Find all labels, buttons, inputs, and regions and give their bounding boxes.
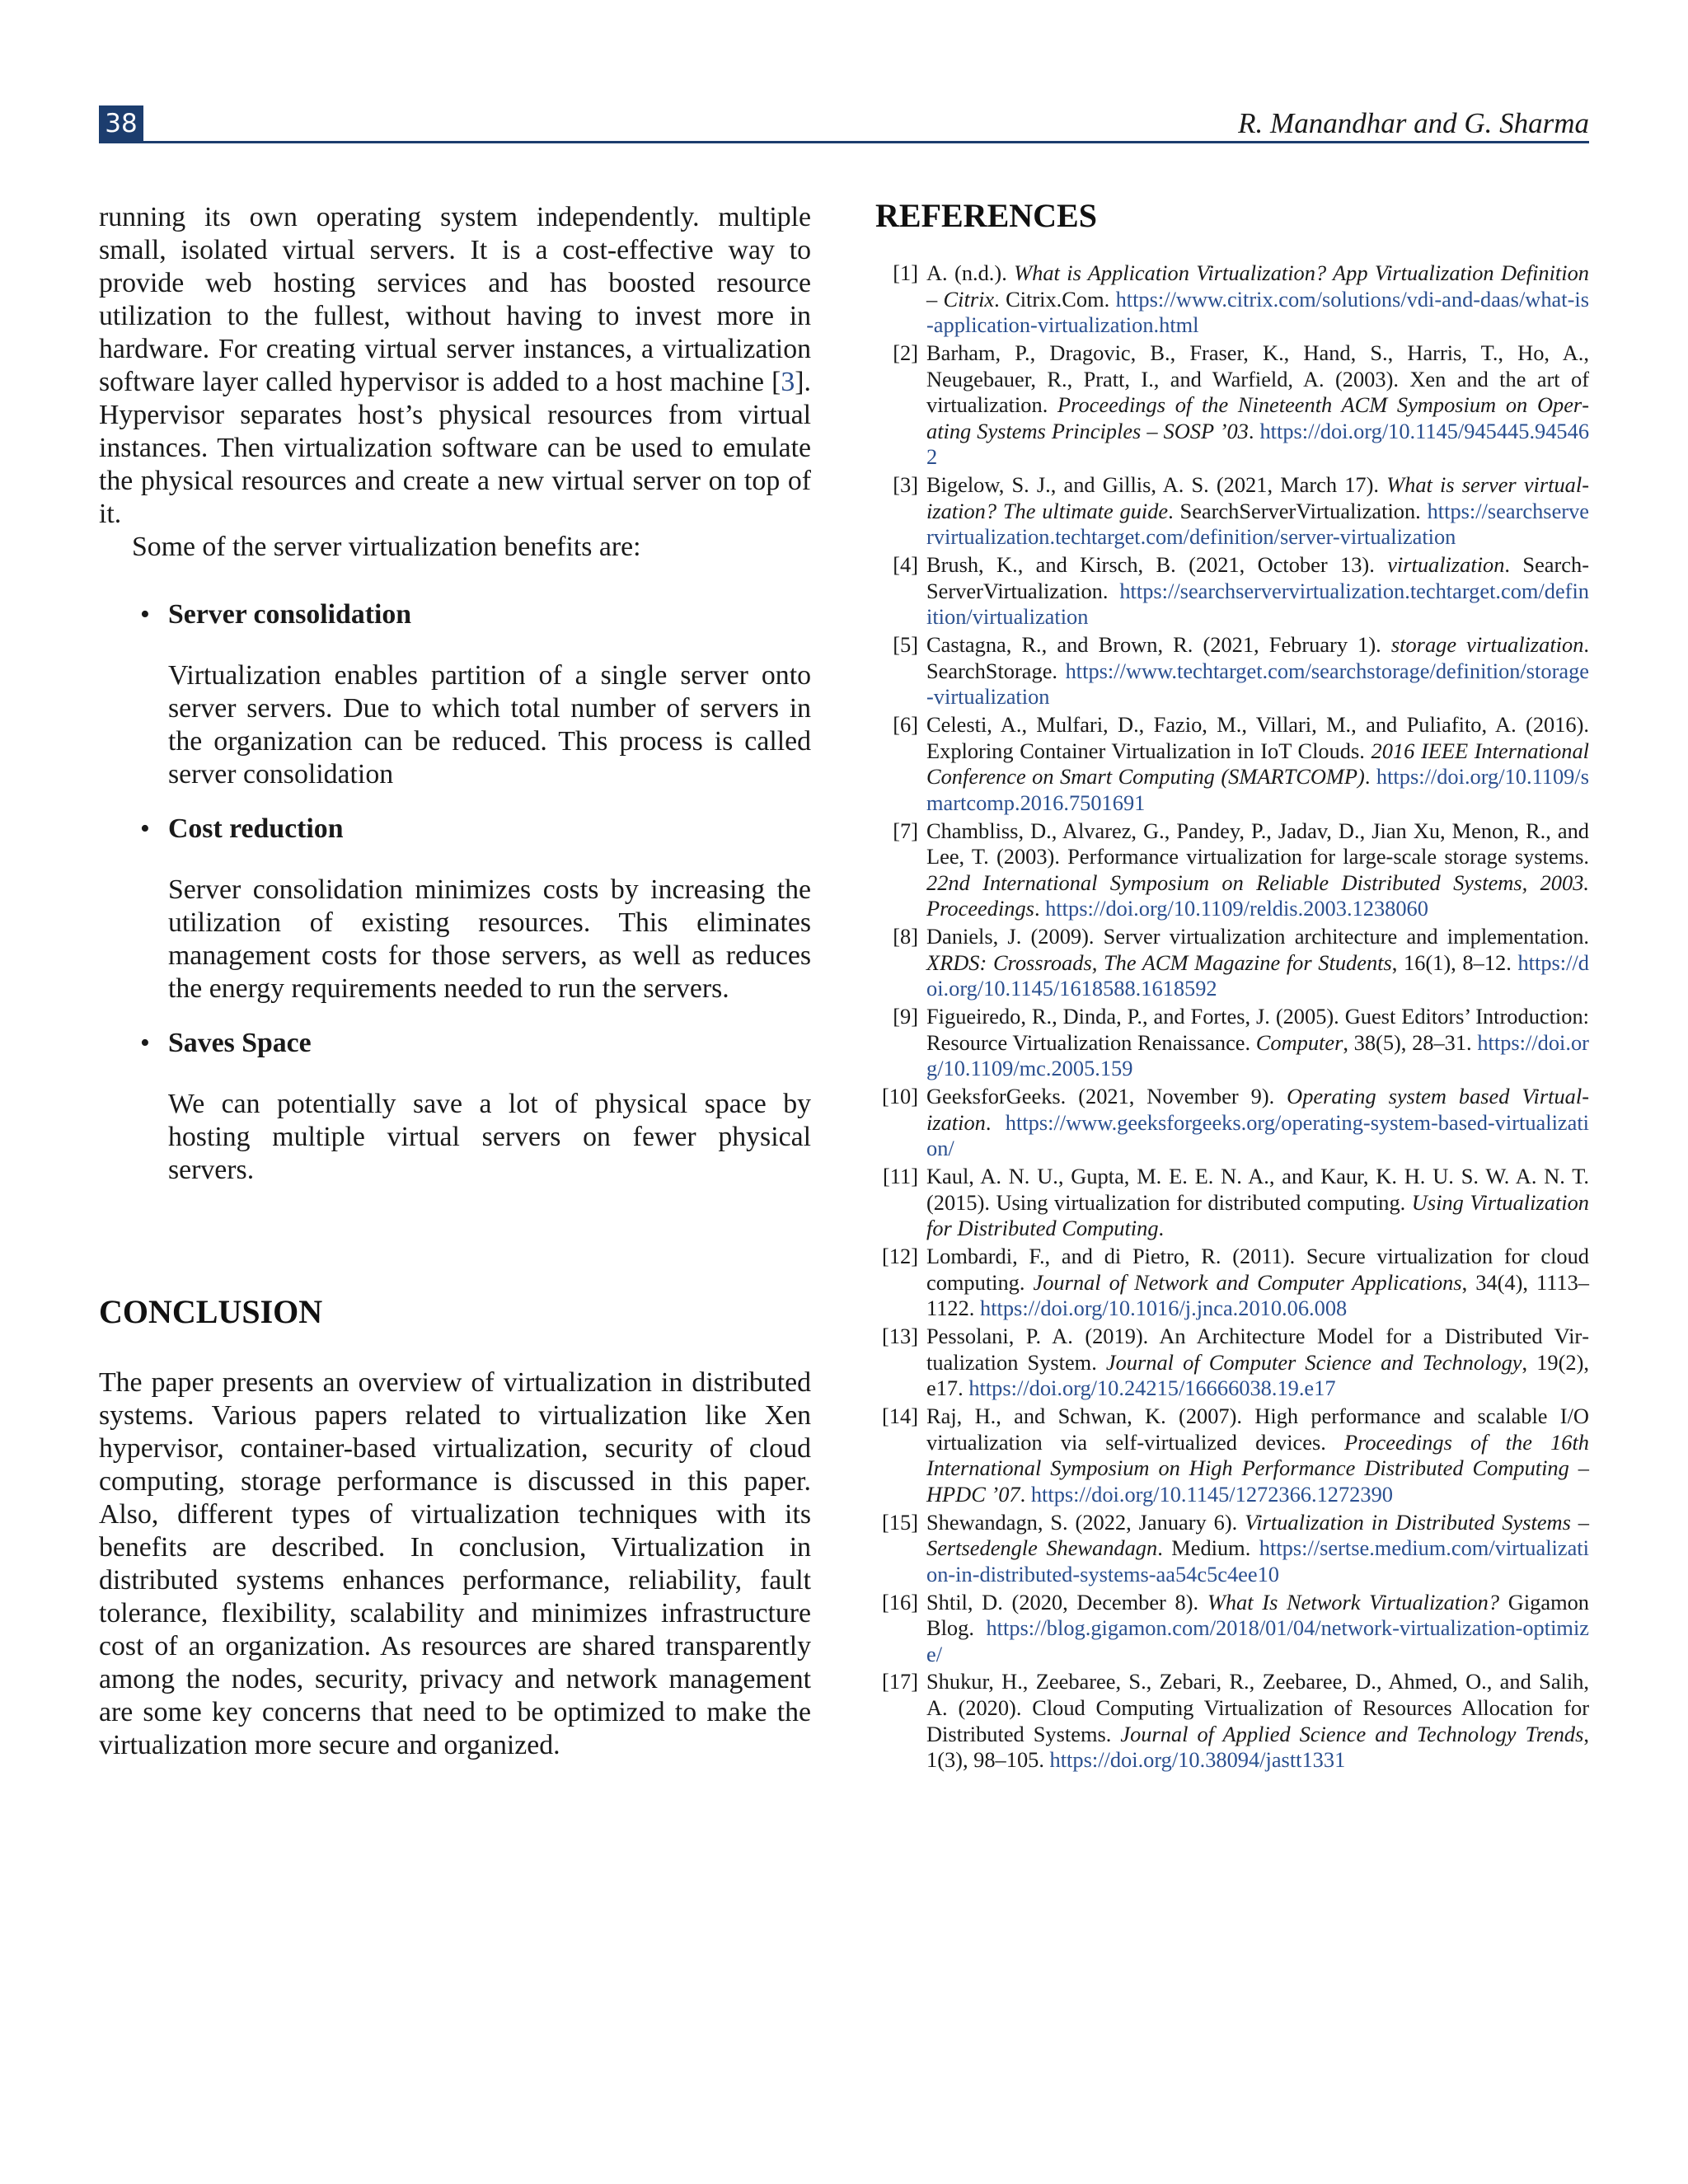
reference-item: [11] Kaul, A. N. U., Gupta, M. E. E. N. A., and Kaur, K. H. U. S. W. A. N. T. (2015). Using virtualization for distributed computing. Using Virtualization for Distributed Computing. xyxy=(883,1164,1589,1241)
reference-link[interactable]: https://doi.org/10.1016/j.jnca.2010.06.008 xyxy=(980,1296,1348,1321)
bullet-icon: • xyxy=(140,1028,150,1058)
reference-link[interactable]: https://doi.org/10.1145/1618588.1618592 xyxy=(926,949,1589,1001)
benefits-list xyxy=(99,598,811,1187)
bullet-icon: • xyxy=(140,813,150,844)
reference-link[interactable]: https://doi.org/10.1145/945445.945462 xyxy=(926,418,1590,470)
reference-link[interactable]: https://blog.gigamon.com/2018/01/04/network-virtualization-optimize/ xyxy=(926,1615,1589,1666)
reference-link[interactable]: https://doi.org/10.1109/mc.2005.159 xyxy=(926,1029,1589,1081)
reference-link[interactable]: https://www.techtarget.com/searchstorage/definition/storage-virtualization xyxy=(926,658,1589,710)
reference-link[interactable]: https://doi.org/10.1145/1272366.1272390 xyxy=(1030,1481,1393,1507)
benefit-title: • Cost reduction xyxy=(140,813,344,844)
reference-link[interactable]: https://doi.org/10.24215/16666038.19.e17 xyxy=(968,1376,1336,1401)
reference-item: [3] Bigelow, S. J., and Gillis, A. S. (2021, March 17). What is server virtualization? The ultimate guide. SearchServerVirtualization. https://searchservervirtualization.techtarget.com/definition/server-virtualization xyxy=(893,472,1589,550)
references-heading: REFERENCES xyxy=(875,197,1097,234)
reference-link[interactable]: https://doi.org/10.1109/reldis.2003.1238060 xyxy=(1045,896,1428,921)
reference-link[interactable]: https://doi.org/10.1109/smartcomp.2016.7501691 xyxy=(926,764,1589,815)
reference-item: [10] GeeksforGeeks. (2021, November 9). Operating system based Virtualization. https://www.geeksforgeeks.org/operating-system-based-virtualization/ xyxy=(882,1084,1589,1161)
reference-item: [14] Raj, H., and Schwan, K. (2007). High performance and scalable I/O virtualization via self-virtualized devices. Proceedings of the 16th International Symposium on High Performance Distributed Computing – HPDC ’07. https://doi.org/10.1145/1272366.1272390 xyxy=(882,1403,1589,1507)
reference-item: [12] Lombardi, F., and di Pietro, R. (2011). Secure virtualization for cloud computing. Journal of Network and Computer Applications, 34(4), 1113–1122. https://doi.org/10.1016/j.jnca.2010.06.008 xyxy=(882,1244,1589,1321)
benefit-item xyxy=(99,813,811,1005)
benefit-item xyxy=(99,1027,811,1187)
reference-item: [15] Shewandagn, S. (2022, January 6). Virtualization in Distributed Systems – Sertsedengle Shewandagn. Medium. https://sertse.medium.com/virtualization-in-distributed-systems-aa54c5c4ee10 xyxy=(882,1509,1589,1586)
reference-item: [2] Barham, P., Dragovic, B., Fraser, K., Hand, S., Harris, T., Ho, A., Neugebauer, R., Pratt, I., and Warfield, A. (2003). Xen and the art of virtualization. Proceedings of the Nineteenth ACM Symposium on Operating Systems Principles – SOSP ’03. https://doi.org/10.1145/945445.945462 xyxy=(893,340,1590,470)
reference-link[interactable]: https://searchservervirtualization.techtarget.com/definition/virtualization xyxy=(926,578,1589,630)
reference-item: [5] Castagna, R., and Brown, R. (2021, February 1). storage virtualization. SearchStorage. https://www.techtarget.com/searchstorage/definition/storage-virtualization xyxy=(893,632,1590,710)
reference-item: [16] Shtil, D. (2020, December 8). What Is Network Virtualization? Gigamon Blog. https://blog.gigamon.com/2018/01/04/network-virtualization-optimize/ xyxy=(882,1589,1589,1666)
references-list xyxy=(875,260,1589,1775)
bullet-icon: • xyxy=(140,599,150,630)
running-head-authors: R. Manandhar and G. Sharma xyxy=(1238,107,1589,139)
benefit-description: We can potentially save a lot of physical space by hosting multiple virtual servers on fewer physical servers. xyxy=(168,1089,811,1185)
benefit-title: • Server consolidation xyxy=(140,599,412,630)
page-number: 38 xyxy=(99,105,143,142)
reference-link[interactable]: https://doi.org/10.38094/jastt1331 xyxy=(1049,1747,1346,1773)
reference-item: [13] Pessolani, P. A. (2019). An Architecture Model for a Distributed Virtualization System. Journal of Computer Science and Technology, 19(2), e17. https://doi.org/10.24215/16666038.19.e17 xyxy=(882,1324,1589,1401)
reference-item: [17] Shukur, H., Zeebaree, S., Zebari, R., Zeebaree, D., Ahmed, O., and Salih, A. (2020). Cloud Computing Virtualization of Resources Allocation for Distributed Systems. Journal of Applied Science and Technology Trends, 1(3), 98–105. https://doi.org/10.38094/jastt1331 xyxy=(882,1669,1589,1773)
reference-link[interactable]: https://searchservervirtualization.techtarget.com/definition/server-virtualization xyxy=(926,498,1589,550)
benefit-title: • Saves Space xyxy=(140,1028,312,1058)
benefit-description: Server consolidation minimizes costs by increasing the utilization of existing resources. This eliminates management costs for those servers, as well as reduces the energy requirements needed to run the servers. xyxy=(168,874,811,1004)
reference-link[interactable]: https://www.citrix.com/solutions/vdi-and-daas/what-is-application-virtualization.html xyxy=(926,286,1589,338)
benefits-lead: Some of the server virtualization benefits are: xyxy=(132,532,641,562)
left-column xyxy=(99,201,811,1208)
reference-item: [6] Celesti, A., Mulfari, D., Fazio, M., Villari, M., and Puliafito, A. (2016). Exploring Container Virtualization in IoT Clouds. 2016 IEEE International Conference on Smart Computing (SMARTCOMP). https://doi.org/10.1109/smartcomp.2016.7501691 xyxy=(893,712,1590,815)
reference-item: [4] Brush, K., and Kirsch, B. (2021, October 13). virtualization. SearchServerVirtualization. https://searchservervirtualization.techtarget.com/definition/virtualization xyxy=(893,552,1590,630)
intro-paragraph: running its own operating system independently. multiple small, isolated virtual servers. It is a cost-effective way to provide web hosting services and has boosted resource utilization to the fullest, without having to invest more in hardware. For creating virtual server instances, a virtualization software layer called hypervisor is added to a host machine [3]. Hypervisor separates host’s physical resources from virtual instances. Then virtualization software can be used to emulate the physical resources and create a new virtual server on top of it. xyxy=(99,202,811,529)
header-rule xyxy=(99,141,1589,143)
reference-item: [1] A. (n.d.). What is Application Virtualization? App Virtualization Definition – Citrix. Citrix.Com. https://www.citrix.com/solutions/vdi-and-daas/what-is-application-virtualization.html xyxy=(893,260,1589,338)
benefit-description: Virtualization enables partition of a single server onto server servers. Due to which total number of servers in the organization can be reduced. This process is called server consolidation xyxy=(168,660,811,790)
conclusion-heading: CONCLUSION xyxy=(99,1293,323,1330)
conclusion-paragraph: The paper presents an overview of virtualization in distributed systems. Various papers related to virtualization like Xen hypervisor, container-based virtualization, security of cloud computing, storage performance is discussed in this paper. Also, different types of virtualization techniques with its benefits are described. In conclusion, Virtualization in distributed systems enhances performance, reliability, fault tolerance, flexibility, scalability and minimizes infrastructure cost of an organization. As resources are shared transparently among the nodes, security, privacy and network management are some key concerns that need to be optimized to make the virtualization more secure and organized. xyxy=(99,1367,811,1760)
page-header xyxy=(99,105,1589,142)
reference-link[interactable]: https://www.geeksforgeeks.org/operating-system-based-virtualization/ xyxy=(926,1109,1589,1161)
benefit-item xyxy=(99,598,811,791)
reference-link[interactable]: https://sertse.medium.com/virtualization-in-distributed-systems-aa54c5c4ee10 xyxy=(926,1535,1589,1586)
reference-item: [8] Daniels, J. (2009). Server virtualization architecture and implementation. XRDS: Crossroads, The ACM Magazine for Students, 16(1), 8–12. https://doi.org/10.1145/1618588.1618592 xyxy=(893,924,1589,1001)
citation-link[interactable]: 3 xyxy=(781,367,795,397)
reference-item: [9] Figueiredo, R., Dinda, P., and Fortes, J. (2005). Guest Editors’ Introduction: Resource Virtualization Renaissance. Computer, 38(5), 28–31. https://doi.org/10.1109/mc.2005.159 xyxy=(893,1004,1589,1081)
reference-item: [7] Chambliss, D., Alvarez, G., Pandey, P., Jadav, D., Jian Xu, Menon, R., and Lee, T. (2003). Performance virtualization for large-scale storage systems. 22nd International Symposium on Reliable Distributed Systems, 2003. Proceedings. https://doi.org/10.1109/reldis.2003.1238060 xyxy=(893,818,1589,921)
